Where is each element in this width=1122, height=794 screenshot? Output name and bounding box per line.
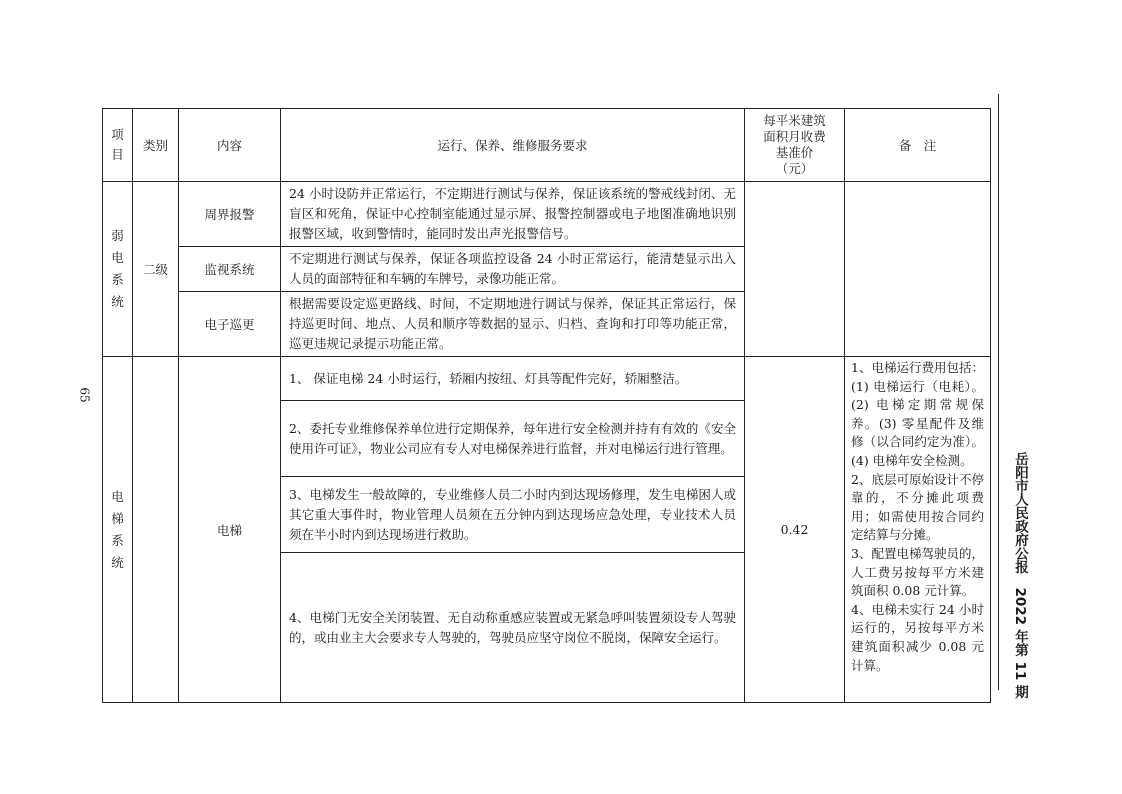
- project-char: 梯: [111, 510, 124, 526]
- requirement-cell: 4、电梯门无安全关闭装置、无自动称重感应装置或无紧急呼叫装置须设专人驾驶的，或由业主大会要求专人驾驶的，驾驶员应坚守岗位不脱岗，保障安全运行。: [281, 553, 745, 703]
- requirement-cell: 根据需要设定巡更路线、时间，不定期地进行调试与保养，保证其正常运行，保持巡更时间、地点、人员和顺序等数据的显示、归档、查询和打印等功能正常，巡更违规记录提示功能正常。: [281, 292, 745, 357]
- content-cell: 周界报警: [179, 182, 281, 247]
- journal-masthead: [1008, 452, 1030, 698]
- project-elevator: [103, 357, 133, 703]
- header-price-line: （元）: [775, 161, 814, 176]
- requirement-cell: 1、 保证电梯 24 小时运行，轿厢内按纽、灯具等配件完好，轿厢整洁。: [281, 357, 745, 401]
- project-char: 电: [111, 488, 124, 504]
- header-project: [103, 109, 133, 182]
- journal-issue: 2022 年第 11 期: [1012, 587, 1028, 699]
- project-char: 弱: [111, 228, 124, 243]
- project-char: 电: [111, 250, 124, 265]
- header-row: [103, 109, 991, 182]
- header-content: 内容: [179, 109, 281, 182]
- project-char: 统: [111, 294, 124, 309]
- price-cell-empty: [745, 182, 845, 357]
- requirement-cell: 24 小时设防并正常运行，不定期进行测试与保养，保证该系统的警戒线封闭、无盲区和死角，保证中心控制室能通过显示屏、报警控制器或电子地图准确地识别报警区域，收到警情时，能同时发出声光报警信号。: [281, 182, 745, 247]
- margin-divider: [998, 94, 999, 690]
- header-price-line: 每平米建筑: [763, 113, 826, 128]
- project-char: 统: [111, 554, 124, 570]
- project-weak-current: [103, 182, 133, 357]
- content-cell: 监视系统: [179, 247, 281, 292]
- fee-standard-table: [102, 108, 991, 703]
- requirement-cell: 3、电梯发生一般故障的，专业维修人员二小时内到达现场修理，发生电梯困人或其它重大事件时，物业管理人员须在五分钟内到达现场应急处理，专业技术人员须在半小时内到达现场进行救助。: [281, 477, 745, 553]
- price-elevator: 0.42: [745, 357, 845, 703]
- project-char: 系: [111, 532, 124, 548]
- requirement-cell: 不定期进行测试与保养，保证各项监控设备 24 小时正常运行，能清楚显示出入人员的面部特征和车辆的车牌号，录像功能正常。: [281, 247, 745, 292]
- table-row: [103, 357, 991, 401]
- journal-name: 岳阳市人民政府公报: [1012, 452, 1028, 574]
- project-char: 系: [111, 272, 124, 287]
- header-requirements: 运行、保养、维修服务要求: [281, 109, 745, 182]
- content-elevator: 电梯: [179, 357, 281, 703]
- header-category: 类别: [133, 109, 179, 182]
- page-number: 65: [77, 387, 92, 403]
- header-project-label: 项目: [111, 127, 124, 162]
- header-price-line: 基准价: [775, 145, 814, 160]
- remark-item: 4、电梯未实行 24 小时运行的，另按每平方米建筑面积减少 0.08 元计算。: [851, 601, 984, 673]
- remarks-elevator: [845, 357, 991, 703]
- remarks-cell-empty: [845, 182, 991, 357]
- header-price: [745, 109, 845, 182]
- content-cell: 电子巡更: [179, 292, 281, 357]
- remark-item: 3、配置电梯驾驶员的，人工费另按每平方米建筑面积 0.08 元计算。: [851, 545, 984, 599]
- category-empty: [133, 357, 179, 703]
- table-row: [103, 182, 991, 247]
- category-level: 二级: [133, 182, 179, 357]
- remark-item: 2、底层可原始设计不停靠的，不分摊此项费用；如需使用按合同约定结算与分摊。: [851, 471, 984, 543]
- header-price-line: 面积月收费: [763, 129, 826, 144]
- header-remarks: 备 注: [845, 109, 991, 182]
- remark-item: 1、电梯运行费用包括：(1) 电梯运行（电耗）。(2) 电梯定期常规保养。(3) 零星配件及维修（以合同约定为准）。(4) 电梯年安全检测。: [851, 360, 984, 468]
- requirement-cell: 2、委托专业维修保养单位进行定期保养，每年进行安全检测并持有有效的《安全使用许可证》，物业公司应有专人对电梯保养进行监督，并对电梯运行进行管理。: [281, 401, 745, 477]
